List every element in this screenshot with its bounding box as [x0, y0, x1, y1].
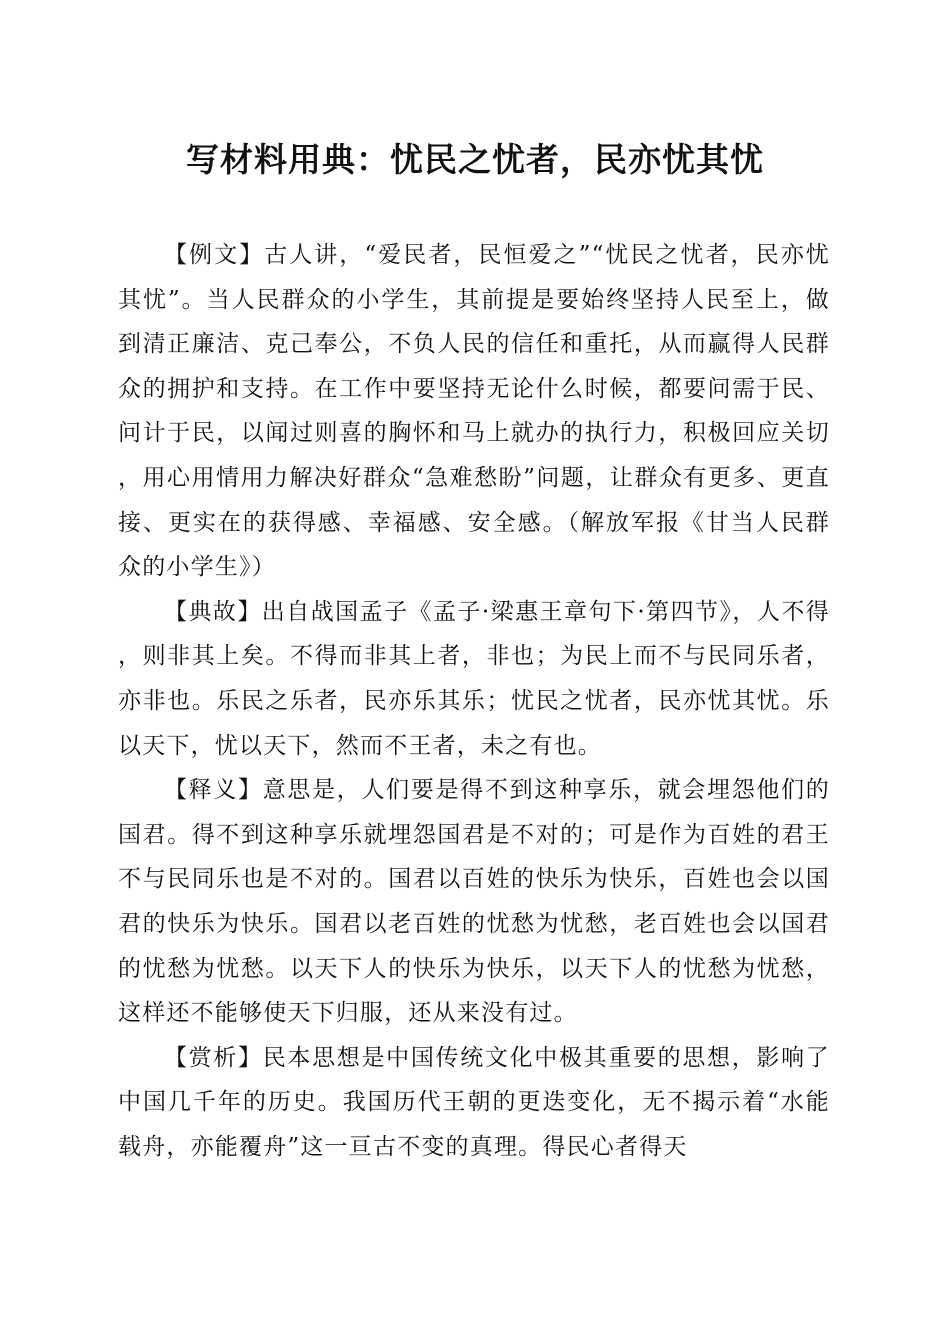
paragraph-meaning: 【释义】意思是，人们要是得不到这种享乐，就会埋怨他们的国君。得不到这种享乐就埋怨国君是不对的；可是作为百姓的君王不与民同乐也是不对的。国君以百姓的快乐为快乐，百姓也会以国君的快乐为快乐。国君以老百姓的忧愁为忧愁，老百姓也会以国君的忧愁为忧愁。以天下人的快乐为快乐，以天下人的忧愁为忧愁，这样还不能够使天下归服，还从来没有过。 — [118, 777, 830, 1027]
document-title: 写材料用典：忧民之忧者，民亦忧其忧 — [186, 140, 764, 179]
paragraph-example: 【例文】古人讲，“爱民者，民恒爱之”“忧民之忧者，民亦忧其忧”。当人民群众的小学生，其前提是要始终坚持人民至上，做到清正廉洁、克己奉公，不负人民的信任和重托，从而赢得人民群众的拥护和支持。在工作中要坚持无论什么时候，都要问需于民、问计于民，以闻过则喜的胸怀和马上就办的执行力，积极回应关切，用心用情用力解决好群众“急难愁盼”问题，让群众有更多、更直接、更实在的获得感、幸福感、安全感。（解放军报《甘当人民群众的小学生》） — [118, 242, 830, 581]
paragraph-appreciation: 【赏析】民本思想是中国传统文化中极其重要的思想，影响了中国几千年的历史。我国历代王朝的更迭变化，无不揭示着“水能载舟，亦能覆舟”这一亘古不变的真理。得民心者得天 — [118, 1044, 830, 1160]
document-body — [118, 233, 830, 1169]
paragraph-source: 【典故】出自战国孟子《孟子·梁惠王章句下·第四节》，人不得，则非其上矣。不得而非其上者，非也；为民上而不与民同乐者，亦非也。乐民之乐者，民亦乐其乐；忧民之忧者，民亦忧其忧。乐以天下，忧以天下，然而不王者，未之有也。 — [118, 598, 830, 759]
